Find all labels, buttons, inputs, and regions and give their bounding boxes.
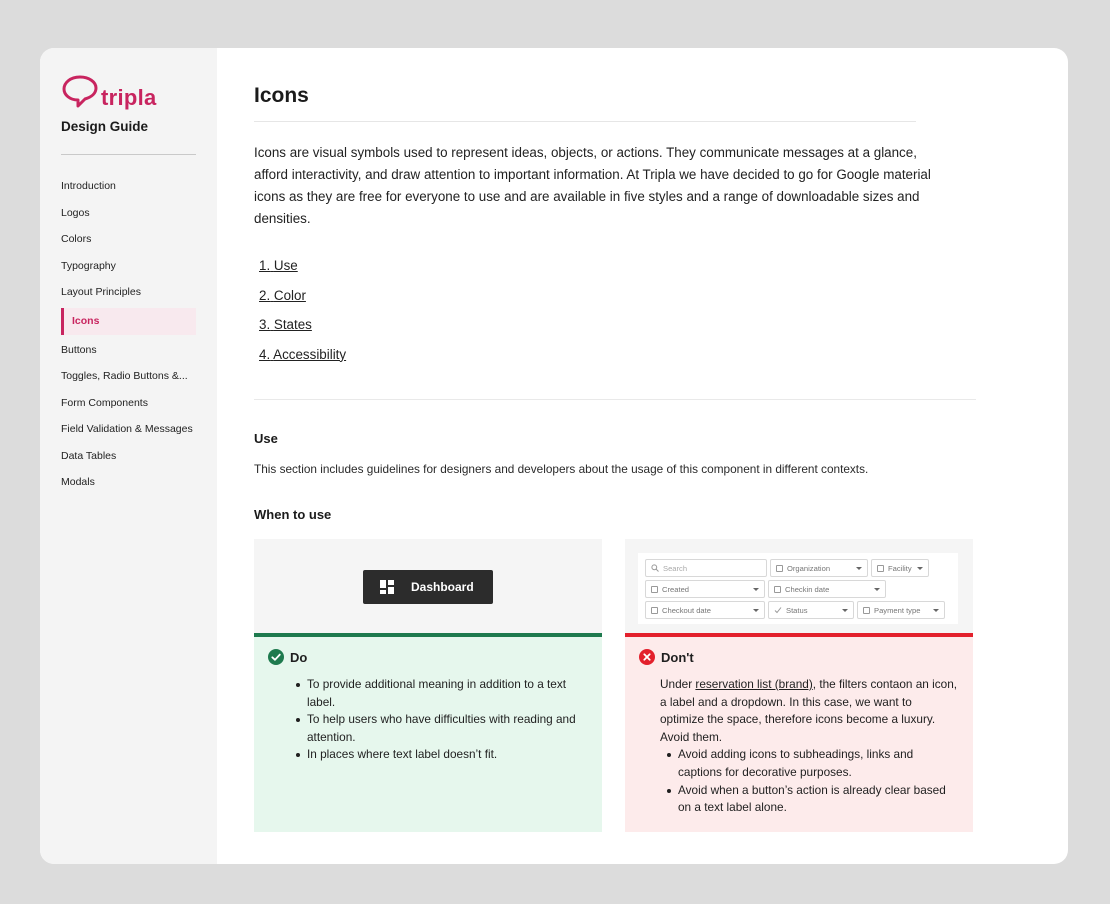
sidebar-item-icons[interactable]: Icons — [61, 308, 196, 335]
status-select[interactable] — [768, 601, 854, 619]
chevron-down-icon — [856, 567, 862, 570]
building-icon — [776, 565, 783, 572]
sidebar-item-data-tables[interactable]: Data Tables — [61, 449, 117, 462]
tripla-logo[interactable] — [61, 74, 196, 110]
chevron-down-icon — [917, 567, 923, 570]
sidebar — [40, 48, 217, 864]
toc-link-use[interactable]: 1. Use — [259, 258, 298, 273]
list-item: To help users who have difficulties with reading and attention. — [289, 711, 588, 746]
toc-item — [259, 344, 346, 374]
sidebar-item-logos[interactable]: Logos — [61, 206, 90, 219]
toc-item — [259, 314, 346, 344]
dont-card — [625, 539, 973, 832]
chevron-down-icon — [933, 609, 939, 612]
toc-item — [259, 285, 346, 315]
check-icon — [774, 606, 782, 614]
toc-link-accessibility[interactable]: 4. Accessibility — [259, 346, 347, 362]
do-guidelines — [254, 637, 602, 832]
payment-label: Payment type — [874, 605, 921, 615]
do-badge — [268, 649, 588, 665]
checkin-date-select[interactable] — [768, 580, 886, 598]
use-heading: Use — [254, 431, 278, 446]
logo-wordmark: tripla — [101, 85, 157, 110]
toc-item — [259, 255, 346, 285]
when-to-use-heading: When to use — [254, 507, 332, 522]
intro-paragraph: Icons are visual symbols used to represent ideas, objects, or actions. They communicate messages at a glance, afford interactivity, and draw attention to important information. At Tripla we have decided to go for Google material icons as they are free for everyone to use and are available in five styles and a range of downloadable sizes and densities. — [254, 145, 931, 226]
status-label: Status — [786, 605, 808, 615]
dont-example-area — [625, 539, 973, 637]
sidebar-divider — [61, 154, 196, 155]
page-title: Icons — [254, 84, 309, 107]
sidebar-item-layout-principles[interactable]: Layout Principles — [61, 286, 141, 298]
chevron-down-icon — [874, 588, 880, 591]
list-item: In places where text label doesn’t fit. — [289, 746, 588, 764]
checkout-label: Checkout date — [662, 605, 711, 615]
section-divider — [254, 399, 976, 400]
list-item: To provide additional meaning in addition to a text label. — [289, 676, 588, 711]
do-text — [289, 676, 588, 764]
search-input[interactable] — [645, 559, 767, 577]
dont-lead-paragraph: Under reservation list (brand), the filters contaon an icon, a label and a dropdown. In this case, we want to optimize the space, therefore icons become a luxury. Avoid them. — [660, 677, 958, 744]
sidebar-item-field-validation[interactable]: Field Validation & Messages — [61, 423, 193, 435]
calendar-icon — [651, 607, 658, 614]
building-icon — [877, 565, 884, 572]
use-description: This section includes guidelines for designers and developers about the usage of this component in different contexts. — [254, 462, 869, 476]
check-circle-icon — [268, 649, 284, 665]
dashboard-button-label: Dashboard — [411, 580, 474, 594]
dashboard-button[interactable] — [363, 570, 493, 604]
created-select[interactable] — [645, 580, 765, 598]
speech-bubble-icon — [61, 74, 99, 110]
toc-link-color[interactable]: 2. Color — [259, 287, 306, 303]
dont-list — [660, 746, 959, 816]
dont-text — [660, 676, 959, 817]
facility-label: Facility — [888, 563, 912, 573]
do-example-area — [254, 539, 602, 637]
dont-guidelines — [625, 637, 973, 832]
dont-label: Don't — [661, 649, 694, 665]
sidebar-nav — [61, 173, 196, 496]
list-item: Avoid when a button’s action is already clear based on a text label alone. — [660, 782, 959, 817]
main-content — [217, 48, 1068, 864]
toc-link-states[interactable]: 3. States — [259, 317, 312, 332]
sidebar-item-colors[interactable]: Colors — [61, 233, 92, 245]
checkout-date-select[interactable] — [645, 601, 765, 619]
error-circle-icon — [639, 649, 655, 665]
app-window — [40, 48, 1068, 864]
search-icon — [651, 564, 659, 572]
do-label: Do — [290, 649, 308, 665]
sidebar-item-introduction[interactable]: Introduction — [61, 180, 116, 192]
search-placeholder: Search — [663, 563, 688, 573]
title-divider — [254, 121, 916, 122]
guide-title: Design Guide — [61, 119, 149, 134]
dont-badge — [639, 649, 959, 665]
sidebar-item-buttons[interactable]: Buttons — [61, 343, 97, 356]
sidebar-item-form-components[interactable]: Form Components — [61, 396, 148, 409]
facility-select[interactable] — [871, 559, 929, 577]
payment-type-select[interactable] — [857, 601, 945, 619]
do-card — [254, 539, 602, 832]
credit-card-icon — [863, 607, 870, 614]
dashboard-icon — [380, 580, 394, 594]
organization-label: Organization — [787, 563, 831, 573]
sidebar-item-typography[interactable]: Typography — [61, 259, 116, 272]
list-item: Avoid adding icons to subheadings, links and captions for decorative purposes. — [660, 746, 959, 781]
table-of-contents — [259, 255, 346, 373]
chevron-down-icon — [753, 588, 759, 591]
do-list — [289, 676, 588, 764]
calendar-icon — [651, 586, 658, 593]
calendar-icon — [774, 586, 781, 593]
checkin-label: Checkin date — [785, 584, 830, 594]
organization-select[interactable] — [770, 559, 868, 577]
chevron-down-icon — [842, 609, 848, 612]
filter-bar-example — [638, 553, 958, 624]
reservation-list-link[interactable]: reservation list (brand) — [695, 677, 813, 691]
sidebar-item-modals[interactable]: Modals — [61, 476, 95, 488]
sidebar-item-toggles[interactable]: Toggles, Radio Buttons &... — [61, 370, 188, 382]
chevron-down-icon — [753, 609, 759, 612]
created-label: Created — [662, 584, 690, 594]
